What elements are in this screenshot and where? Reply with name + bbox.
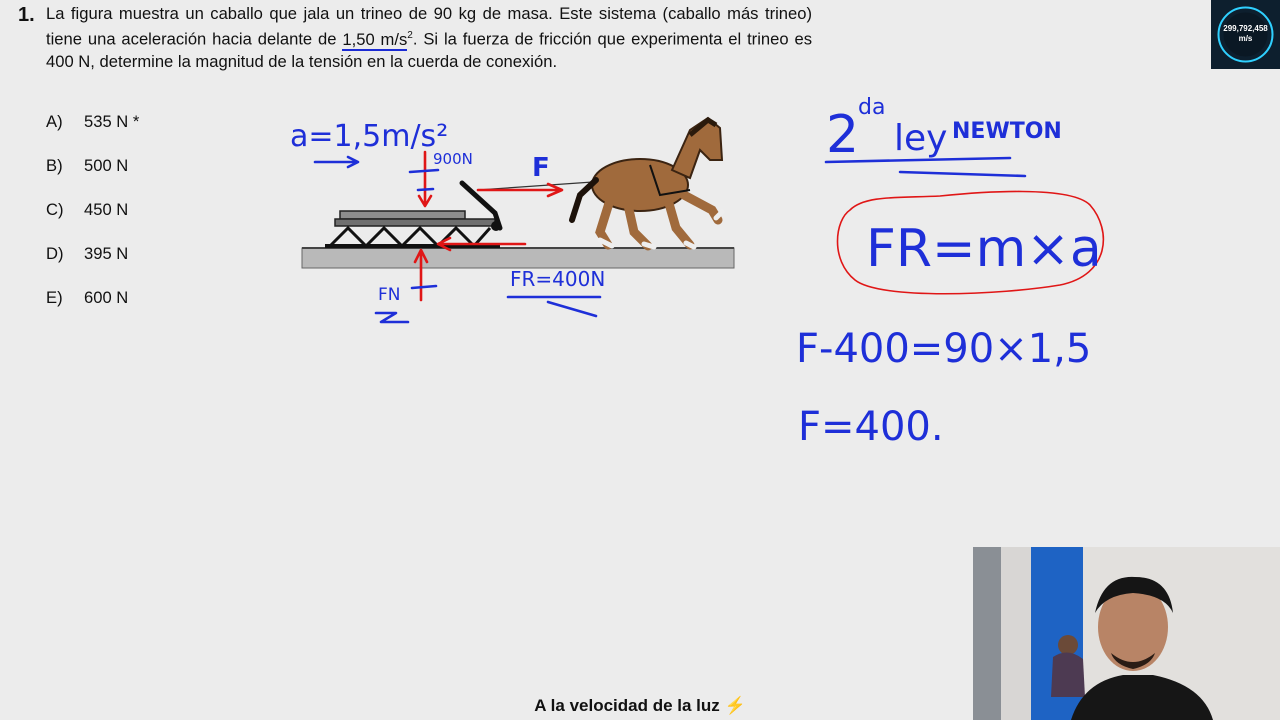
option-e[interactable]: E) 600 N [46,288,129,307]
acceleration-label: a=1,5m/s² [290,119,449,154]
webcam-video [973,547,1280,720]
sled-icon [325,183,501,246]
logo-line1: 299,792,458 [1223,24,1268,33]
title-number: 2 [826,105,860,165]
lightning-icon: ⚡ [724,696,746,715]
title-ley: ley [894,118,948,159]
logo-line2: m/s [1238,34,1253,43]
question-text-part1: La figura muestra un caballo que jala un trineo de 90 kg de masa. Este sistema (caballo más trineo) tiene una aceleración hacia delante de [46,4,812,49]
title-superscript: da [858,95,886,120]
normal-label: FN [378,285,401,305]
equation-2: F=400. [798,404,944,450]
equation-1: F-400=90×1,5 [796,326,1092,372]
title-newton: NEWTON [952,119,1062,144]
option-c[interactable]: C) 450 N [46,200,129,219]
horse-icon [572,118,722,247]
weight-label: 900N [433,150,473,168]
option-a[interactable]: A) 535 N * [46,112,140,131]
acceleration-value: 1,50 m/s [342,29,408,49]
acceleration-exponent: 2 [407,30,413,41]
friction-label: FR=400N [510,267,606,291]
formula: FR=m×a [866,219,1102,279]
speed-of-light-logo [1211,0,1280,69]
force-label: F [532,153,550,183]
option-b[interactable]: B) 500 N [46,156,129,175]
question-text-part2: . Si la fuerza de fricción que experimenta el trineo es 400 N, determine la magnitud de la tensión en la cuerda de conexión. [46,29,812,71]
ground [302,248,734,268]
option-d[interactable]: D) 395 N [46,244,129,263]
question-number: 1. [18,4,35,26]
footer-text: A la velocidad de la luz [534,696,720,715]
